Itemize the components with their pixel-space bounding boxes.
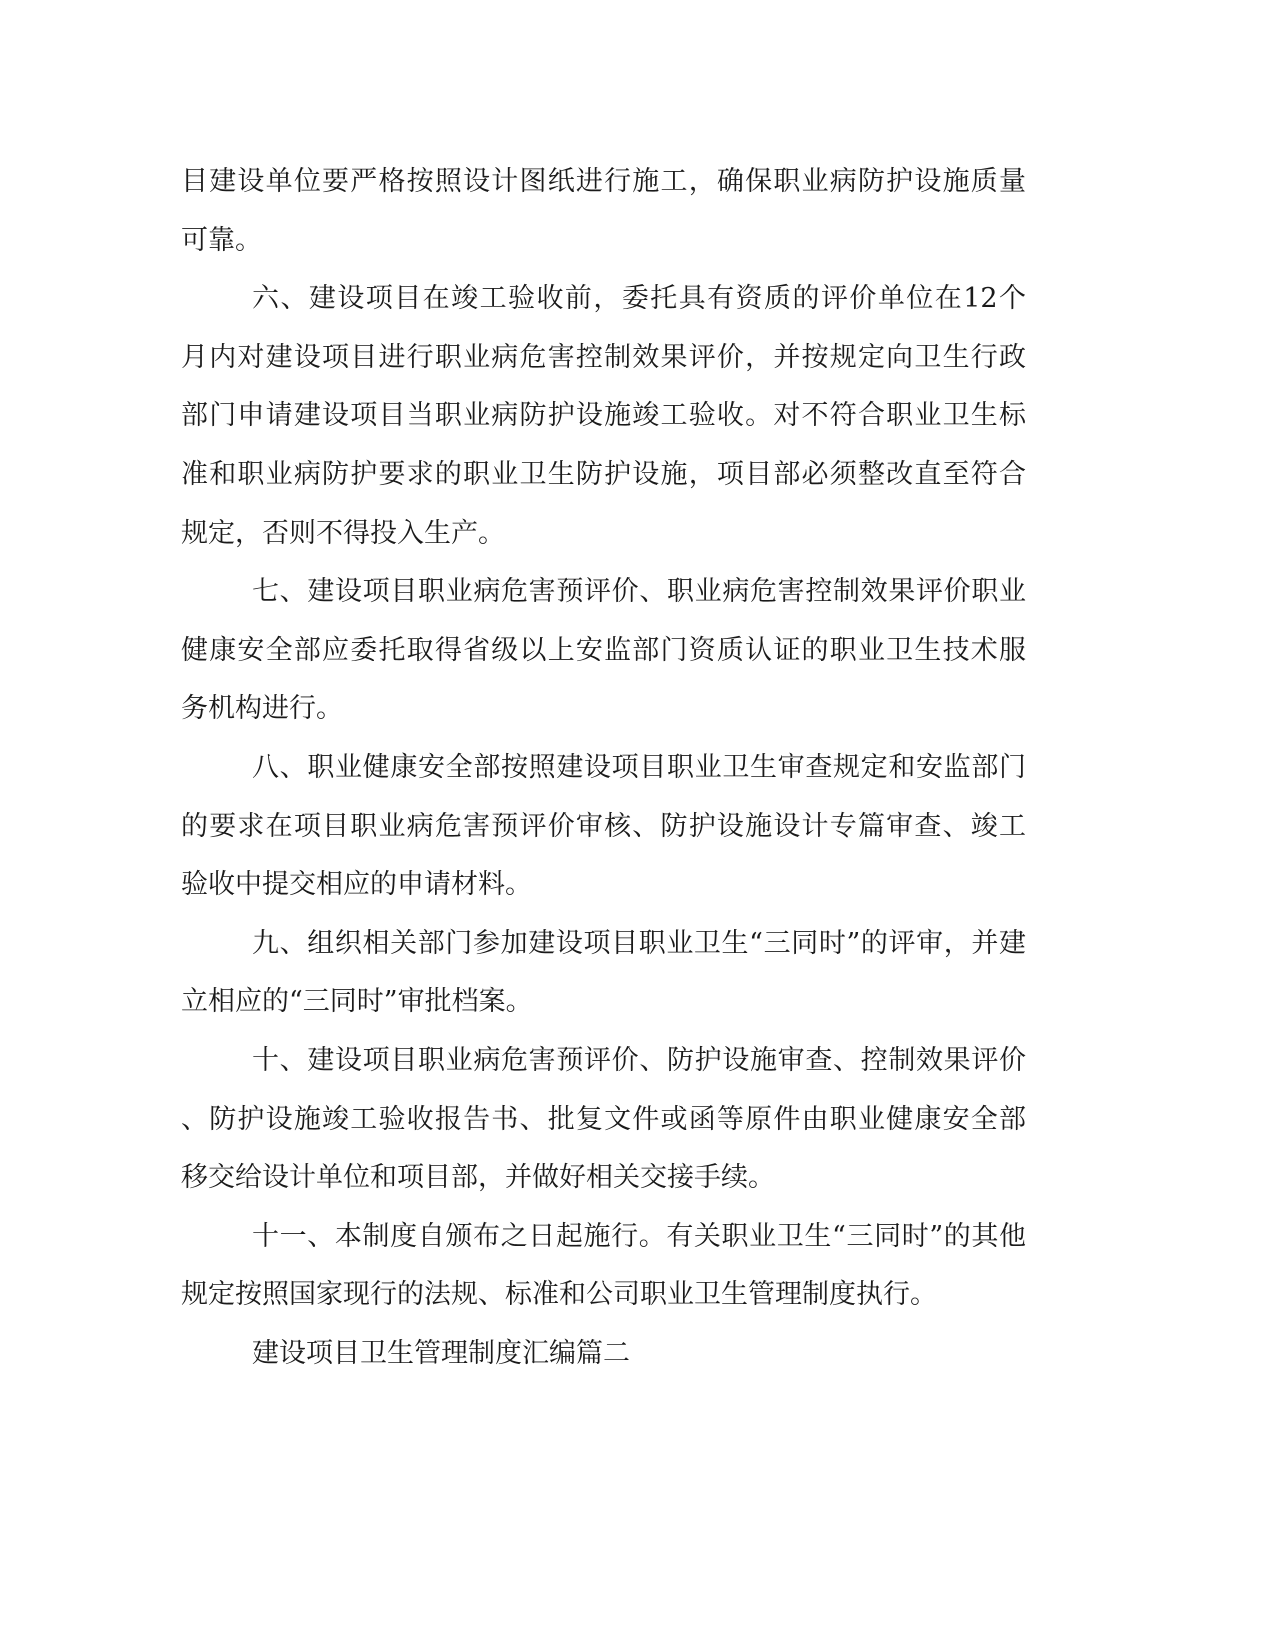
- text-line: 、防护设施竣工验收报告书、批复文件或函等原件由职业健康安全部: [181, 1103, 1026, 1135]
- text-line: 十、建设项目职业病危害预评价、防护设施审查、控制效果评价: [252, 1044, 1026, 1076]
- document-body: [181, 153, 1026, 1383]
- text-line: 务机构进行。: [181, 693, 343, 725]
- text-line: 六、建设项目在竣工验收前，委托具有资质的评价单位在12个: [252, 283, 1026, 315]
- text-line: 健康安全部应委托取得省级以上安监部门资质认证的职业卫生技术服: [181, 634, 1026, 666]
- text-line: 十一、本制度自颁布之日起施行。有关职业卫生“三同时”的其他: [252, 1220, 1026, 1252]
- text-line: 移交给设计单位和项目部，并做好相关交接手续。: [181, 1162, 775, 1194]
- text-line: 规定按照国家现行的法规、标准和公司职业卫生管理制度执行。: [181, 1279, 937, 1311]
- text-line: 验收中提交相应的申请材料。: [181, 869, 532, 901]
- text-line: 八、职业健康安全部按照建设项目职业卫生审查规定和安监部门: [252, 751, 1026, 783]
- text-line: 准和职业病防护要求的职业卫生防护设施，项目部必须整改直至符合: [181, 458, 1026, 490]
- text-line: 目建设单位要严格按照设计图纸进行施工，确保职业病防护设施质量: [181, 166, 1026, 197]
- section-heading: 建设项目卫生管理制度汇编篇二: [252, 1337, 630, 1369]
- text-line: 月内对建设项目进行职业病危害控制效果评价，并按规定向卫生行政: [181, 341, 1026, 373]
- text-line: 可靠。: [181, 224, 262, 256]
- text-line: 九、组织相关部门参加建设项目职业卫生“三同时”的评审，并建: [252, 927, 1026, 959]
- text-line: 立相应的“三同时”审批档案。: [181, 986, 533, 1018]
- text-line: 七、建设项目职业病危害预评价、职业病危害控制效果评价职业: [252, 576, 1026, 608]
- text-line: 规定，否则不得投入生产。: [181, 517, 505, 549]
- text-line: 部门申请建设项目当职业病防护设施竣工验收。对不符合职业卫生标: [181, 400, 1026, 432]
- text-line: 的要求在项目职业病危害预评价审核、防护设施设计专篇审查、竣工: [181, 810, 1026, 842]
